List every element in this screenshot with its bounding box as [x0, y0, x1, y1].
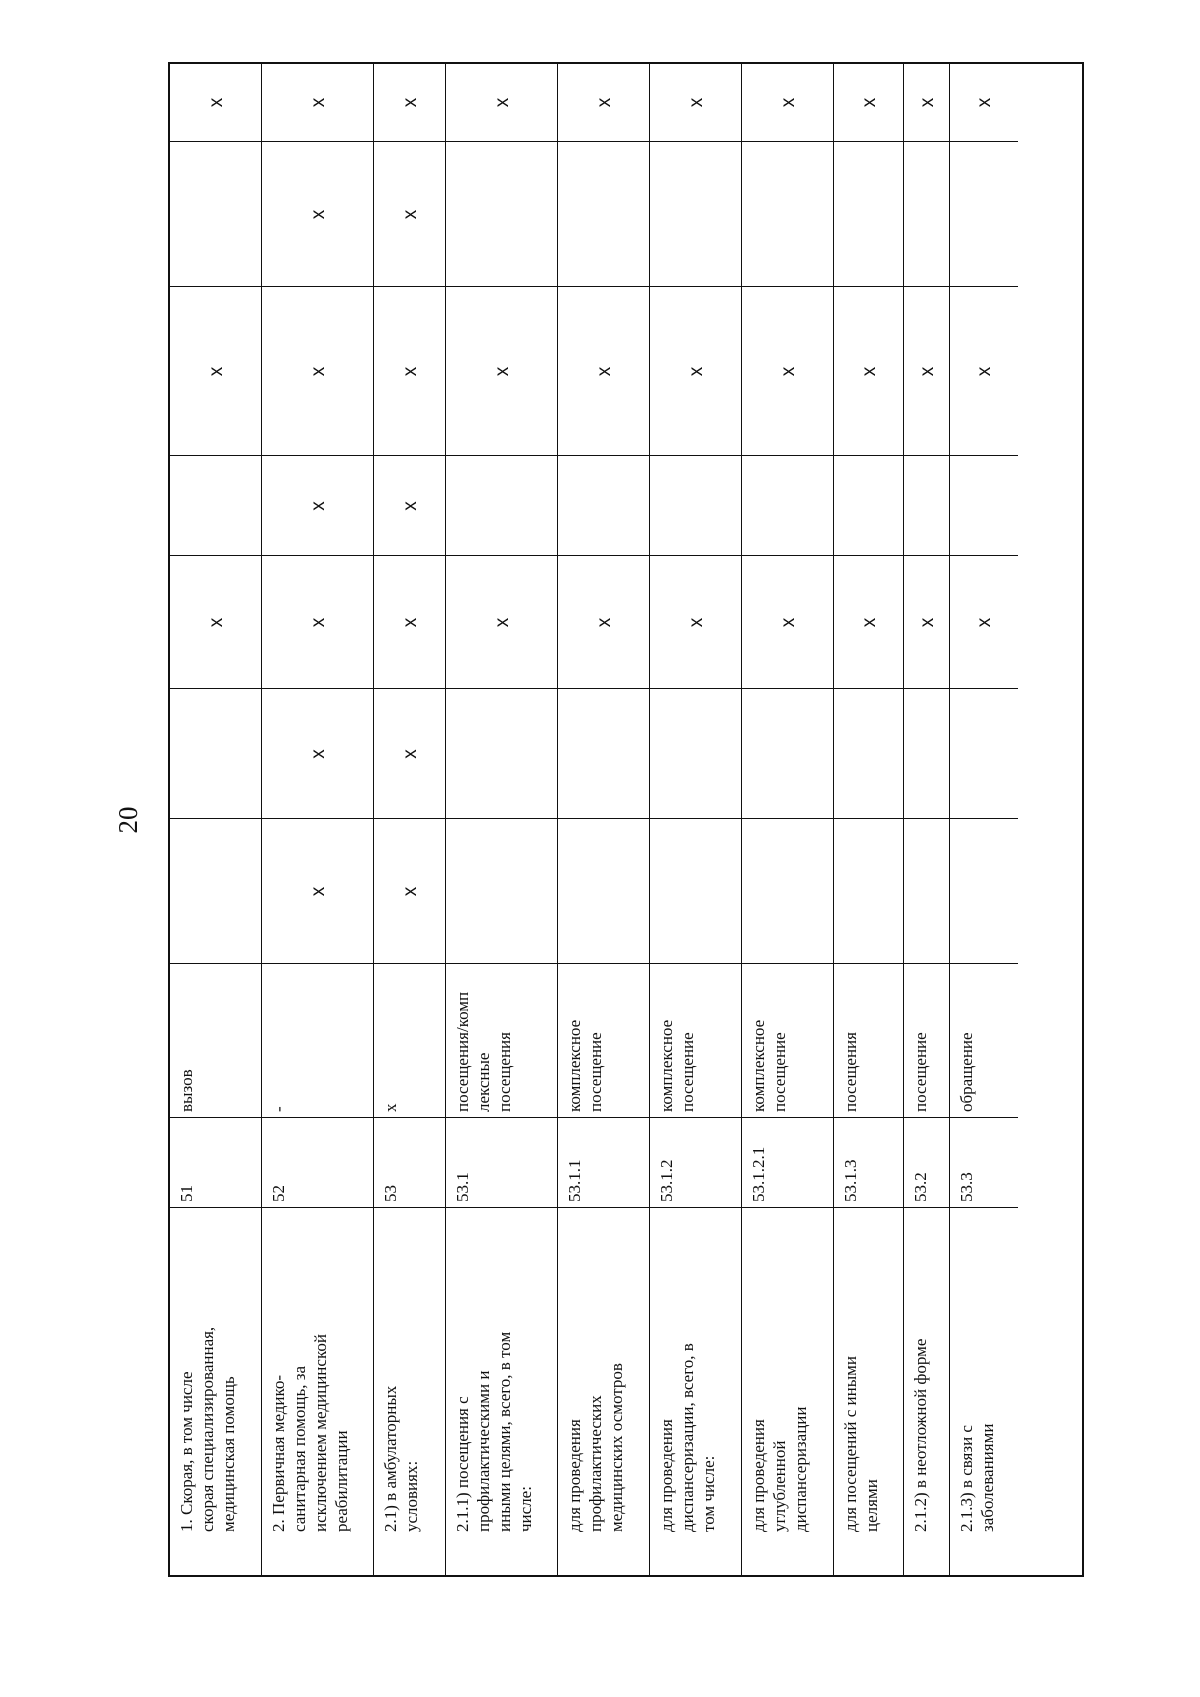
- cell-text: 53.2: [911, 1172, 930, 1202]
- cell-c2: [950, 688, 1018, 818]
- x-mark: х: [400, 366, 421, 377]
- cell-c5: [834, 286, 903, 455]
- cell-c2: [904, 688, 949, 818]
- cell-c5: [650, 286, 741, 455]
- cell-c5: [904, 286, 949, 455]
- cell-num: [834, 1117, 903, 1207]
- cell-c3: [834, 555, 903, 688]
- cell-text: комплексное посещение: [749, 1019, 789, 1112]
- cell-unit: [558, 963, 649, 1117]
- cell-num: [904, 1117, 949, 1207]
- cell-num: [742, 1117, 833, 1207]
- cell-c4: [950, 455, 1018, 555]
- x-mark: х: [206, 366, 227, 377]
- x-mark: х: [492, 97, 513, 108]
- cell-unit: [904, 963, 949, 1117]
- cell-name: [262, 1207, 373, 1537]
- cell-c1: [262, 818, 373, 963]
- cell-c3: [170, 555, 261, 688]
- cell-unit: [950, 963, 1018, 1117]
- cell-text: -: [269, 1106, 288, 1112]
- cell-unit: [834, 963, 903, 1117]
- cell-c4: [262, 455, 373, 555]
- cell-c5: [374, 286, 445, 455]
- x-mark: х: [974, 366, 995, 377]
- cell-c7: [262, 64, 373, 141]
- cell-c2: [742, 688, 833, 818]
- cell-c2: [558, 688, 649, 818]
- x-mark: х: [974, 617, 995, 628]
- x-mark: х: [778, 366, 799, 377]
- cell-text: 2.1.3) в связи с заболеваниями: [957, 1423, 997, 1532]
- page-number: 20: [113, 806, 143, 834]
- cell-text: для проведения углубленной диспансеризации: [749, 1406, 810, 1532]
- cell-text: 2.1.2) в неотложной форме: [911, 1338, 930, 1532]
- cell-c1: [834, 818, 903, 963]
- cell-text: 2. Первичная медико- санитарная помощь, за исключением медицинской реабилитации: [269, 1334, 351, 1532]
- cell-c2: [374, 688, 445, 818]
- x-mark: х: [917, 617, 938, 628]
- cell-c5: [558, 286, 649, 455]
- cell-text: комплексное посещение: [657, 1019, 697, 1112]
- cell-c1: [950, 818, 1018, 963]
- cell-c6: [558, 141, 649, 286]
- x-mark: х: [206, 97, 227, 108]
- cell-c5: [742, 286, 833, 455]
- cell-text: 53.3: [957, 1172, 976, 1202]
- cell-text: 2.1.1) посещения с профилактическими и иными целями, всего, в том числе:: [453, 1331, 535, 1532]
- cell-name: [904, 1207, 949, 1537]
- cell-text: 53.1.2: [657, 1159, 676, 1202]
- x-mark: х: [594, 366, 615, 377]
- table-row: [446, 64, 558, 1575]
- cell-c3: [742, 555, 833, 688]
- table-row: [904, 64, 950, 1575]
- x-mark: х: [686, 97, 707, 108]
- cell-c4: [446, 455, 557, 555]
- x-mark: х: [859, 617, 880, 628]
- cell-text: посещения: [841, 1032, 860, 1112]
- x-mark: х: [686, 617, 707, 628]
- x-mark: х: [917, 366, 938, 377]
- cell-c5: [446, 286, 557, 455]
- cell-c3: [650, 555, 741, 688]
- x-mark: х: [206, 617, 227, 628]
- cell-c3: [558, 555, 649, 688]
- cell-text: для посещений с иными целями: [841, 1356, 881, 1532]
- cell-num: [558, 1117, 649, 1207]
- cell-unit: [262, 963, 373, 1117]
- cell-num: [446, 1117, 557, 1207]
- cell-text: 51: [177, 1185, 196, 1202]
- x-mark: х: [400, 501, 421, 511]
- cell-text: обращение: [957, 1032, 976, 1112]
- cell-c7: [950, 64, 1018, 141]
- cell-c1: [374, 818, 445, 963]
- x-mark: х: [917, 97, 938, 108]
- cell-c5: [950, 286, 1018, 455]
- cell-num: [374, 1117, 445, 1207]
- cell-num: [262, 1117, 373, 1207]
- cell-num: [950, 1117, 1018, 1207]
- x-mark: х: [859, 97, 880, 108]
- cell-name: [950, 1207, 1018, 1537]
- cell-text: 53.1: [453, 1172, 472, 1202]
- cell-text: для проведения диспансеризации, всего, в том числе:: [657, 1343, 718, 1532]
- x-mark: х: [492, 366, 513, 377]
- x-mark: х: [400, 209, 421, 220]
- x-mark: х: [308, 209, 329, 220]
- x-mark: х: [400, 617, 421, 628]
- cell-c1: [446, 818, 557, 963]
- cell-c3: [374, 555, 445, 688]
- cell-c7: [904, 64, 949, 141]
- cell-text: 53.1.3: [841, 1159, 860, 1202]
- cell-c1: [742, 818, 833, 963]
- x-mark: х: [594, 97, 615, 108]
- cell-c1: [904, 818, 949, 963]
- cell-c4: [170, 455, 261, 555]
- cell-c2: [170, 688, 261, 818]
- cell-name: [834, 1207, 903, 1537]
- cell-text: 1. Скорая, в том числе скорая специализированная, медицинская помощь: [177, 1326, 238, 1532]
- cell-c4: [834, 455, 903, 555]
- x-mark: х: [400, 886, 421, 897]
- cell-name: [446, 1207, 557, 1537]
- cell-text: для проведения профилактических медицинских осмотров: [565, 1363, 626, 1532]
- table-row: [262, 64, 374, 1575]
- cell-name: [374, 1207, 445, 1537]
- x-mark: х: [859, 366, 880, 377]
- cell-c1: [170, 818, 261, 963]
- cell-text: посещение: [911, 1032, 930, 1112]
- x-mark: х: [308, 366, 329, 377]
- cell-c7: [742, 64, 833, 141]
- cell-c1: [558, 818, 649, 963]
- cell-c5: [170, 286, 261, 455]
- cell-c6: [742, 141, 833, 286]
- cell-c2: [834, 688, 903, 818]
- cell-text: 2.1) в амбулаторных условиях:: [381, 1385, 421, 1532]
- cell-c6: [904, 141, 949, 286]
- table-row: [374, 64, 446, 1575]
- table-row: [558, 64, 650, 1575]
- x-mark: х: [308, 749, 329, 759]
- cell-c7: [446, 64, 557, 141]
- cell-c1: [650, 818, 741, 963]
- cell-c5: [262, 286, 373, 455]
- cell-c6: [262, 141, 373, 286]
- x-mark: х: [778, 617, 799, 628]
- cell-c3: [950, 555, 1018, 688]
- x-mark: х: [686, 366, 707, 377]
- cell-name: [558, 1207, 649, 1537]
- cell-c3: [904, 555, 949, 688]
- cell-unit: [374, 963, 445, 1117]
- x-mark: х: [594, 617, 615, 628]
- cell-c2: [650, 688, 741, 818]
- x-mark: х: [778, 97, 799, 108]
- cell-c4: [904, 455, 949, 555]
- cell-c6: [446, 141, 557, 286]
- cell-name: [170, 1207, 261, 1537]
- cell-text: посещения/комп лексные посещения: [453, 991, 514, 1112]
- cell-c4: [650, 455, 741, 555]
- cell-name: [742, 1207, 833, 1537]
- cell-unit: [650, 963, 741, 1117]
- cell-c3: [262, 555, 373, 688]
- cell-c7: [170, 64, 261, 141]
- x-mark: х: [308, 501, 329, 511]
- cell-c6: [834, 141, 903, 286]
- cell-c7: [834, 64, 903, 141]
- cell-text: 53.1.1: [565, 1159, 584, 1202]
- cell-c6: [950, 141, 1018, 286]
- cell-text: х: [381, 1103, 400, 1112]
- data-table: [168, 62, 1084, 1577]
- cell-c4: [374, 455, 445, 555]
- cell-text: 53: [381, 1185, 400, 1202]
- cell-num: [170, 1117, 261, 1207]
- x-mark: х: [400, 749, 421, 759]
- cell-c7: [558, 64, 649, 141]
- cell-c4: [742, 455, 833, 555]
- cell-c2: [446, 688, 557, 818]
- x-mark: х: [308, 886, 329, 897]
- table-row: [170, 64, 262, 1575]
- cell-unit: [742, 963, 833, 1117]
- cell-num: [650, 1117, 741, 1207]
- table-row: [834, 64, 904, 1575]
- cell-text: 52: [269, 1185, 288, 1202]
- cell-text: 53.1.2.1: [749, 1146, 768, 1202]
- cell-c6: [170, 141, 261, 286]
- cell-text: вызов: [177, 1069, 196, 1112]
- table-row: [650, 64, 742, 1575]
- cell-c7: [374, 64, 445, 141]
- table-row: [950, 64, 1018, 1575]
- cell-c4: [558, 455, 649, 555]
- x-mark: х: [308, 617, 329, 628]
- x-mark: х: [308, 97, 329, 108]
- cell-c2: [262, 688, 373, 818]
- cell-unit: [446, 963, 557, 1117]
- table-row: [742, 64, 834, 1575]
- cell-text: комплексное посещение: [565, 1019, 605, 1112]
- cell-c3: [446, 555, 557, 688]
- cell-c6: [374, 141, 445, 286]
- x-mark: х: [400, 97, 421, 108]
- cell-unit: [170, 963, 261, 1117]
- cell-c7: [650, 64, 741, 141]
- x-mark: х: [492, 617, 513, 628]
- x-mark: х: [974, 97, 995, 108]
- cell-name: [650, 1207, 741, 1537]
- cell-c6: [650, 141, 741, 286]
